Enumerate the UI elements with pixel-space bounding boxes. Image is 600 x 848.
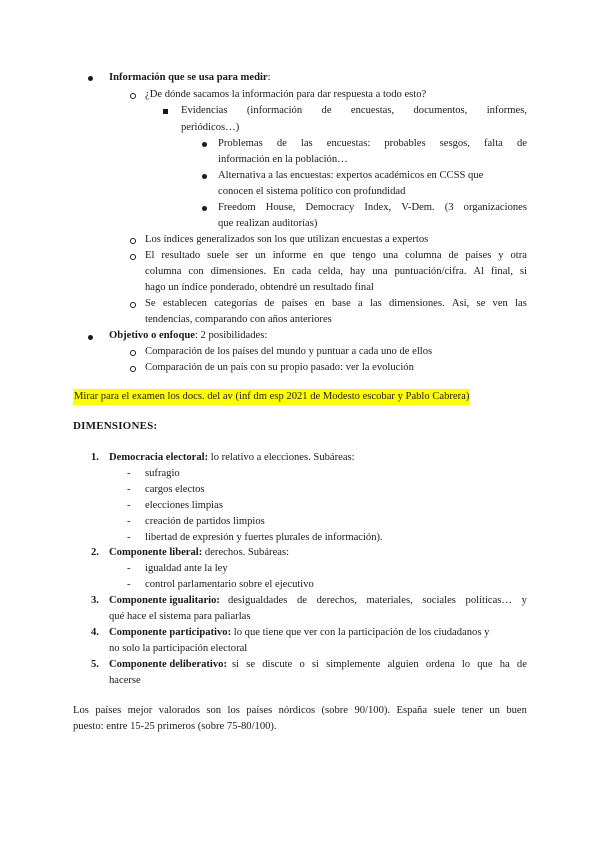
word: desigualdades <box>227 595 288 606</box>
word: las <box>369 298 382 309</box>
dimension-rest <box>232 657 527 674</box>
dimension-item-5-line-2: hacerse <box>109 675 141 686</box>
item-number: 5. <box>91 659 99 670</box>
word: países <box>281 298 308 309</box>
word: de <box>321 105 332 116</box>
bullet-informacion-label: Información que se usa para medir <box>109 72 268 83</box>
word: organizaciones <box>463 202 527 213</box>
word: países <box>465 250 492 261</box>
bullet-circle-icon <box>130 254 136 260</box>
word: cada <box>291 266 312 277</box>
word: con <box>188 266 204 277</box>
evidencias-line-1 <box>181 103 527 120</box>
dimension-item-3-line-1 <box>109 593 527 610</box>
word: un <box>489 705 500 716</box>
dash-icon: - <box>127 563 131 574</box>
word: o <box>299 659 305 670</box>
word: que <box>477 659 493 670</box>
word: tener <box>461 705 483 716</box>
word: países <box>246 705 273 716</box>
word: dimensiones. <box>388 298 445 309</box>
word: buen <box>506 705 527 716</box>
bullet-informacion-colon: : <box>267 72 271 83</box>
word: Al <box>473 266 485 277</box>
word: encuestas: <box>326 138 371 149</box>
dimension-item-5-line-1 <box>109 657 527 674</box>
closing-line-2: puesto: entre 15-25 primeros (sobre 75-80/100). <box>73 721 277 732</box>
word: Se <box>145 298 156 309</box>
word: resultado <box>161 250 201 261</box>
word: políticas… <box>465 595 513 606</box>
word: Democracy <box>305 202 355 213</box>
objetivo-option-1: Comparación de los países del mundo y puntuar a cada uno de ellos <box>145 346 433 357</box>
word: de <box>516 659 527 670</box>
word: Evidencias <box>181 105 228 116</box>
word: simplemente <box>326 659 381 670</box>
word: base <box>331 298 351 309</box>
dimension-title: Democracia electoral: <box>109 452 209 463</box>
word: si <box>519 266 527 277</box>
resultado-line-3: hago un índice ponderado, obtendré un resultado final <box>145 282 374 293</box>
word: Index, <box>364 202 392 213</box>
bullet-circle-icon <box>130 93 136 99</box>
word: House, <box>265 202 296 213</box>
objetivo-option-2: Comparación de un país con su propio pasado: ver la evolución <box>145 362 414 373</box>
item-number: 2. <box>91 547 99 558</box>
word: de <box>516 138 527 149</box>
word: tengo <box>352 250 376 261</box>
word: una <box>382 250 399 261</box>
word: (sobre <box>321 705 349 716</box>
word: En <box>273 266 285 277</box>
resultado-line-2 <box>145 264 527 281</box>
word: ha <box>499 659 510 670</box>
subarea-item: elecciones limpias <box>145 500 223 511</box>
bullet-objetivo <box>109 328 267 345</box>
word: son <box>206 705 222 716</box>
word: valorados <box>158 705 200 716</box>
dimension-rest: lo relativo a elecciones. Subáreas: <box>208 452 355 463</box>
sub-alternativa-line-2: conocen el sistema político con profundidad <box>218 186 406 197</box>
word: El <box>145 250 155 261</box>
bullet-circle-icon <box>130 366 136 372</box>
dimension-item-4-line-2: no solo la participación electoral <box>109 643 248 654</box>
word: a <box>358 298 363 309</box>
word: celda, <box>318 266 344 277</box>
word: las <box>515 298 527 309</box>
subarea-item: creación de partidos limpios <box>145 516 265 527</box>
dimension-rest <box>228 593 527 610</box>
word: países <box>95 705 122 716</box>
sub-alternativa-line-1: Alternativa a las encuestas: expertos académicos en CCSS que <box>218 170 484 181</box>
sub-freedom-line-2: que realizan auditorías) <box>218 218 318 229</box>
subarea-item: control parlamentario sobre el ejecutivo <box>145 579 314 590</box>
dimension-item-4-line-1 <box>109 625 489 642</box>
bullet-disc-icon <box>88 76 93 81</box>
word: de <box>448 250 459 261</box>
word: informes, <box>486 105 527 116</box>
word: los <box>227 705 240 716</box>
word: las <box>300 138 313 149</box>
subarea-item: cargos electos <box>145 484 205 495</box>
categorias-line-2: tendencias, comparando con años anteriores <box>145 314 332 325</box>
word: lo <box>461 659 471 670</box>
word: que <box>330 250 346 261</box>
word: otra <box>510 250 527 261</box>
word: puntuación/cifra. <box>394 266 467 277</box>
word: ven <box>492 298 508 309</box>
subarea-item: sufragio <box>145 468 180 479</box>
word: se <box>476 298 486 309</box>
word: final, <box>490 266 513 277</box>
dimensiones-heading: DIMENSIONES: <box>73 420 158 432</box>
word: probables <box>384 138 426 149</box>
word: falta <box>484 138 503 149</box>
word: discute <box>262 659 293 670</box>
bullet-disc-icon <box>202 206 207 211</box>
categorias-line-1 <box>145 296 527 313</box>
word: columna <box>405 250 442 261</box>
sub-freedom-line-1 <box>218 200 527 217</box>
word: encuestas, <box>350 105 395 116</box>
bullet-circle-icon <box>130 238 136 244</box>
dash-icon: - <box>127 484 131 495</box>
question-line: ¿De dónde sacamos la información para dar respuesta a todo esto? <box>145 89 427 100</box>
sub-problemas-line-1 <box>218 136 527 153</box>
dimension-rest: derechos. Subáreas: <box>202 547 290 558</box>
word: si <box>232 659 240 670</box>
bullet-disc-icon <box>202 174 207 179</box>
dimension-title: Componente liberal: <box>109 547 203 558</box>
indices-line: Los índices generalizados son los que utilizan encuestas a expertos <box>145 234 429 245</box>
word: V-Dem. <box>401 202 435 213</box>
item-number: 1. <box>91 452 99 463</box>
closing-line-1 <box>73 703 527 720</box>
bullet-disc-icon <box>88 335 93 340</box>
dash-icon: - <box>127 500 131 511</box>
dimension-title: Componente participativo: <box>109 627 232 638</box>
word: nórdicos <box>278 705 316 716</box>
bullet-circle-icon <box>130 302 136 308</box>
word: informe <box>272 250 307 261</box>
word: ser <box>235 250 249 261</box>
word: dimensiones. <box>210 266 267 277</box>
resultado-line-1 <box>145 248 527 265</box>
word: columna <box>145 266 182 277</box>
bullet-objetivo-label: Objetivo o enfoque <box>109 330 195 341</box>
word: de <box>264 298 275 309</box>
bullet-informacion <box>109 70 271 87</box>
word: en <box>314 298 325 309</box>
dash-icon: - <box>127 579 131 590</box>
bullet-disc-icon <box>202 142 207 147</box>
bullet-objetivo-rest: : 2 posibilidades: <box>194 330 268 341</box>
word: ordena <box>425 659 455 670</box>
word: materiales, <box>366 595 413 606</box>
dimension-item-2 <box>109 545 289 562</box>
word: Freedom <box>218 202 256 213</box>
dash-icon: - <box>127 516 131 527</box>
dimension-item-1 <box>109 450 355 467</box>
dimension-title: Componente deliberativo: <box>109 659 227 670</box>
dimension-item-3-line-2: qué hace el sistema para paliarlas <box>109 611 251 622</box>
word: en <box>313 250 324 261</box>
bullet-square-icon <box>163 109 168 114</box>
word: un <box>255 250 266 261</box>
word: documentos, <box>413 105 468 116</box>
word: establecen <box>162 298 207 309</box>
word: sesgos, <box>439 138 470 149</box>
dash-icon: - <box>127 532 131 543</box>
bullet-circle-icon <box>130 350 136 356</box>
word: Problemas <box>218 138 263 149</box>
word: suele <box>207 250 229 261</box>
word: de <box>276 138 287 149</box>
word: (3 <box>444 202 454 213</box>
word: y <box>521 595 527 606</box>
word: Así, <box>451 298 470 309</box>
word: de <box>297 595 307 606</box>
word: Los <box>73 705 89 716</box>
item-number: 4. <box>91 627 99 638</box>
evidencias-line-2: periódicos…) <box>181 122 240 133</box>
word: derechos, <box>316 595 357 606</box>
word: una <box>372 266 388 277</box>
dash-icon: - <box>127 468 131 479</box>
dimension-title: Componente igualitario: <box>109 595 220 606</box>
word: se <box>246 659 256 670</box>
word: y <box>498 250 504 261</box>
item-number: 3. <box>91 595 99 606</box>
dimension-rest: lo que tiene que ver con la participación de los ciudadanos y <box>231 627 490 638</box>
sub-problemas-line-2: información en la población… <box>218 154 348 165</box>
word: alguien <box>387 659 419 670</box>
subarea-item: libertad de expresión y fuertes plurales de información). <box>145 532 383 543</box>
word: suele <box>433 705 456 716</box>
word: hay <box>350 266 366 277</box>
word: (información <box>246 105 303 116</box>
word: sociales <box>422 595 456 606</box>
word: España <box>396 705 428 716</box>
word: si <box>311 659 319 670</box>
word: categorías <box>214 298 258 309</box>
word: mejor <box>127 705 153 716</box>
subarea-item: igualdad ante la ley <box>145 563 228 574</box>
word: 90/100). <box>354 705 391 716</box>
highlighted-note: Mirar para el examen los docs. del av (inf dm esp 2021 de Modesto escobar y Pablo Cabrera) <box>73 389 470 405</box>
